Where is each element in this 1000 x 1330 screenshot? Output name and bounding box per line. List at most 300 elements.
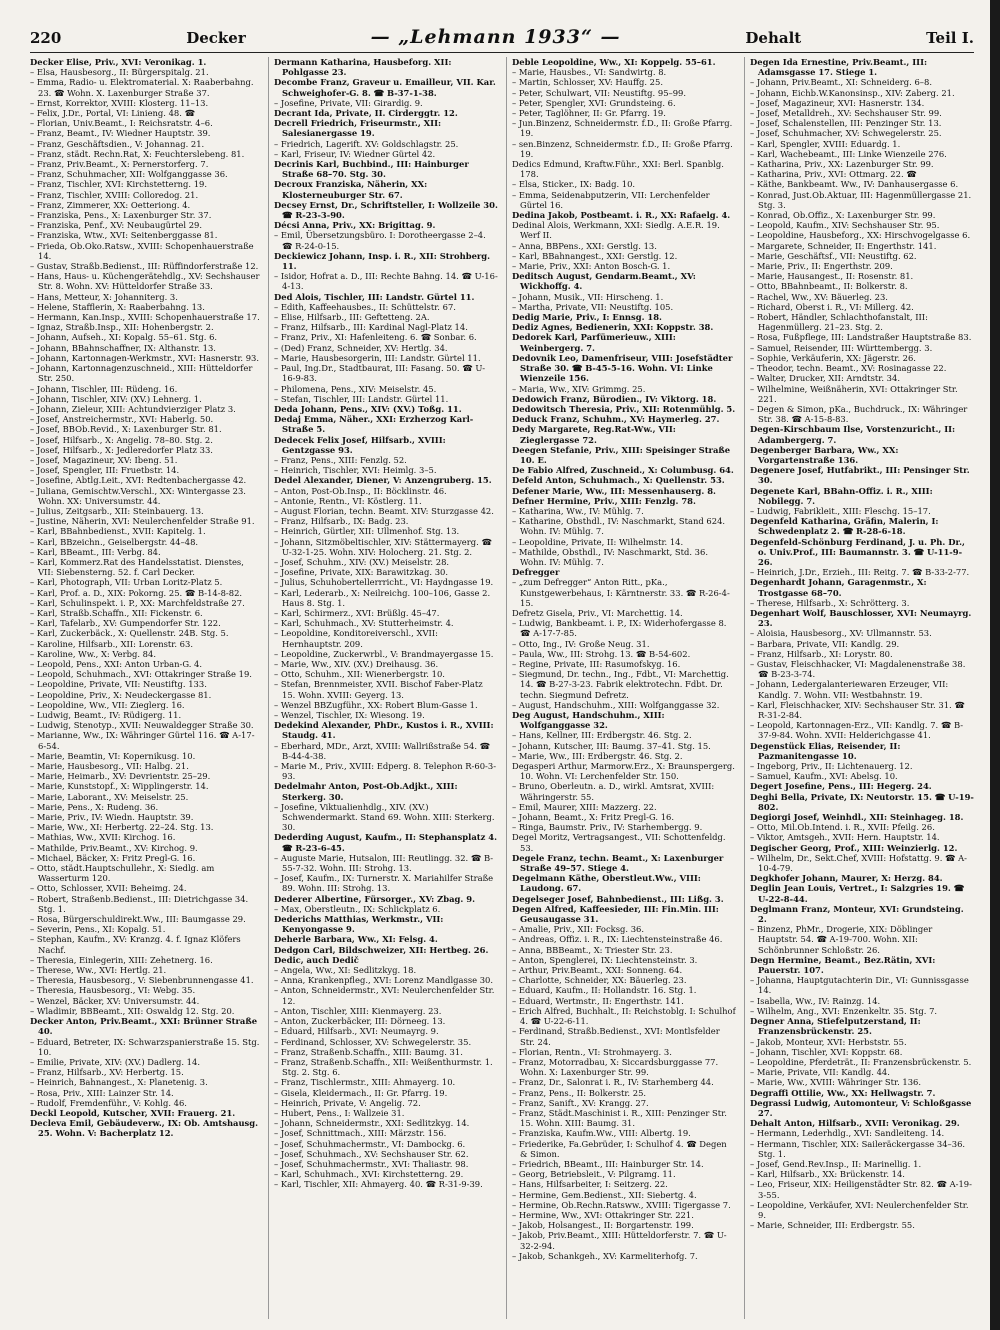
directory-entry: – Johann, BBahnschaffner, IX: Althanstr. 13. (30, 342, 216, 353)
directory-entry: – Leopold, Schuhmach., XVI: Ottakringer Straße 19. (30, 669, 252, 680)
directory-entry: – Karl, BBahnangest., XXI: Gerstlg. 12. (512, 250, 678, 261)
directory-entry: – Antonie, Rentn., VI: Köstlerg. 11. (274, 495, 422, 506)
directory-entry: – Wilhelm, Dr., Sekt.Chef, XVIII: Hofstattg. 9. ☎ A-10-4-79. (750, 852, 967, 874)
directory-entry: – Franz, Geschäftsdien., V: Johannag. 21. (30, 138, 205, 149)
directory-entry: – Heinrich, Tischler, XVI: Heimlg. 3–5. (274, 465, 437, 476)
directory-entry: – Josef, BBOb.Revid., X: Laxenburger Str. 81. (30, 424, 222, 435)
directory-entry: – Stefan, Tischler, III: Landstr. Gürtel 11. (274, 393, 449, 404)
columns (30, 57, 974, 1319)
directory-entry: – Therese, Ww., XVI: Hertlg. 21. (30, 965, 167, 976)
directory-entry: Dedina Jakob, Postbeamt. i. R., XX: Rafaelg. 4. (512, 210, 731, 221)
page-header (30, 26, 974, 50)
directory-entry: – Marie, Beamtin, VI: Kopernikusg. 10. (30, 750, 196, 761)
directory-entry: Degenhardt Johann, Garagenmstr., X: Trostgasse 68–70. (750, 577, 927, 598)
directory-entry: Deherle Barbara, Ww., XI: Felsg. 4. (274, 934, 438, 945)
directory-entry: – Johann, Tischler, XIV: (XV.) Lehnerg. 1. (30, 393, 202, 404)
directory-entry: – Hans, Haus- u. Küchengerätehdlg., XV: Sechshauser Str. 8. Wohn. XV: Hütteldorfer Straße 33. (30, 271, 260, 292)
directory-entry: – Karl, Fleischhacker, XIV: Sechshauser Str. 31. ☎ R-31-2-84. (750, 699, 965, 720)
directory-entry: Deckl Leopold, Kutscher, XVII: Frauerg. 21. (30, 1107, 236, 1118)
directory-entry: – Isidor, Hofrat a. D., III: Rechte Bahng. 14. ☎ U-16-4-13. (274, 271, 498, 292)
directory-entry: – Franz, Städt.Maschinist i. R., XIII: Penzinger Str. 15. Wohn. XIII: Baumg. 31. (512, 1107, 727, 1129)
directory-entry: – Isabella, Ww., IV: Rainzg. 14. (750, 995, 881, 1006)
directory-entry: Dedic, auch Dedič (274, 954, 359, 965)
directory-entry: – Degen & Simon, pKa., Buchdruck., IX: Währinger Str. 38. ☎ A-15-8-83. (750, 403, 968, 425)
directory-entry: – Marie, Ww., III: Erdbergstr. 46. Stg. 2. (512, 750, 683, 761)
directory-entry: – Karl, BBzeichn., Geiselbergstr. 44–48. (30, 536, 199, 547)
directory-entry: – Marie, Ww., XVIII: Währinger Str. 136. (750, 1077, 922, 1088)
directory-entry: – Karl, Prof. a. D., XIX: Pokorng. 25. ☎ B-14-8-82. (30, 587, 243, 598)
directory-entry: – Josef, Anstreichermstr., XVI: Haberlg. 50. (30, 414, 214, 425)
directory-entry: – Hermann, Tischler, XIX: Saileräckergasse 34–36. Stg. 1. (750, 1138, 966, 1159)
directory-entry: – Wilhelmine, Weißnäherin, XVI: Ottakringer Str. 221. (750, 383, 958, 404)
directory-entry: – Walter, Drucker, XII: Arndtstr. 34. (750, 373, 900, 384)
directory-entry: – Franz, Tischlermstr., XIII: Ahmayerg. 10. (274, 1077, 456, 1088)
directory-entry: – Bruno, Oberleutn. a. D., wirkl. Amtsrat, XVIII: Währingerstr. 55. (512, 781, 715, 802)
directory-entry: – Eduard, Hilfsarb., XVI: Neumayrg. 9. (274, 1026, 439, 1037)
directory-entry: – Heinrich, Gürtler, XII: Ullmenhof. Stg. 13. (274, 526, 460, 537)
directory-entry: Deglin Jean Louis, Vertret., I: Salzgries 19. ☎ U-22-8-44. (750, 883, 965, 904)
directory-entry: – Friederike, Fa.Gebrüder, I: Schulhof 4. ☎ Degen & Simon. (512, 1138, 727, 1159)
directory-entry: Defregger (512, 567, 560, 578)
directory-entry: – Hubert, Pens., I: Wallzeie 31. (274, 1107, 405, 1118)
directory-entry: – Binzenz, PhMr., Drogerie, XIX: Döblinger Hauptstr. 54. ☎ A-19-700. Wohn. XII: Schönbrunner Schloßstr. 26. (750, 924, 933, 955)
directory-entry: – Käthe, Bankbeamt. Ww., IV: Danhausergasse 6. (750, 179, 959, 190)
directory-entry: Degraffi Ottilie, Ww., XX: Hellwagstr. 7. (750, 1087, 936, 1098)
directory-entry: Degenfeld Katharina, Gräfin, Malerin, I: Schwedenplatz 2. ☎ R-28-6-18. (750, 516, 939, 537)
directory-entry: – Theresia, Hausbesorg., V: Siebenbrunnengasse 41. (30, 975, 254, 986)
directory-entry: – Angela, Ww., XI: Sedlitzkyg. 18. (274, 965, 417, 976)
directory-entry: – Wenzel, Tischler, IX: Wiesong. 19. (274, 710, 425, 720)
directory-entry: – Josef, Magazineur, XV: Ibeng. 51. (30, 454, 178, 465)
directory-entry: – Otto, Ing., IV: Große Neug. 31. (512, 638, 650, 649)
directory-entry: – Josef, Hilfsarb., X: Angelig. 78–80. Stg. 2. (30, 434, 213, 445)
directory-entry: – Hermann, Lederhdlg., XVI: Sandleiteng. 14. (750, 1128, 945, 1139)
directory-entry: – Johann, Kartonnagen-Werkmstr., XVI: Hasnerstr. 93. (30, 352, 260, 363)
directory-entry: Degen Ida Ernestine, Priv.Beamt., III: Adamsgasse 17. Stiege 1. (750, 57, 928, 78)
directory-entry: Dedig Marie, Priv., I: Ennsg. 18. (512, 312, 662, 323)
directory-entry: Dehalt Anton, Hilfsarb., XVII: Veronikag. 29. (750, 1118, 960, 1129)
directory-entry: Dedorek Karl, Parfümerieuw., XIII: Weinbergerg. 7. (512, 332, 676, 353)
directory-entry: – Gustav, Fleischhacker, VI: Magdalenenstraße 38. ☎ B-23-3-74. (750, 658, 966, 680)
directory-entry: – Leopoldine, Pferdeträt., II: Franzensbrückenstr. 5. (750, 1056, 972, 1067)
running-head-left: Decker (186, 29, 246, 47)
directory-entry: Dederichs Matthias, Werkmstr., VII: Kenyongasse 9. (274, 914, 444, 935)
directory-entry: – Josef, Schuhmach., XV: Sechshauser Str. 62. (274, 1148, 469, 1159)
directory-entry: – Leopoldine, Hausbeforg., XX: Hirschvogelgasse 6. (750, 230, 971, 241)
directory-entry: Degenstück Elias, Reisender, II: Pazmanitengasse 10. (750, 740, 901, 761)
directory-entry: Décsi Anna, Priv., XX: Brigittag. 9. (274, 220, 436, 231)
directory-entry: Dedel Alexander, Diener, V: Anzengruberg. 15. (274, 475, 492, 486)
directory-entry: – Marie, Kunststopf., X: Wipplingerstr. 14. (30, 781, 209, 792)
directory-entry: – Johanna, Hauptgutachterin Dir., VI: Gunnissgasse 14. (750, 975, 969, 996)
directory-entry: – Margarete, Schneider, II: Engerthstr. 141. (750, 240, 937, 251)
directory-entry: – Paula, Ww., III: Strohg. 13. ☎ B-54-602. (512, 648, 691, 659)
directory-entry: – Ferdinand, Straßb.Bedienst., XVI: Montlsfelder Str. 24. (512, 1026, 720, 1047)
directory-entry: – Heinrich, Private, V: Angelig. 72. (274, 1097, 421, 1108)
directory-entry: – Franz, Zimmerer, XX: Oetteriong. 4. (30, 199, 191, 210)
directory-entry: – Josefine, Viktualienhdlg., XIV. (XV.) Schwendermarkt. Stand 69. Wohn. XIII: Sterkerg. 30. (274, 801, 495, 833)
directory-entry: – Josef, Kaufm., IX: Turnerstr. X. Mariahilfer Straße 89. Wohn. III: Strohg. 13. (274, 873, 494, 894)
running-head-right: Dehalt (745, 29, 802, 47)
directory-entry: – Ferdinand, Schlosser, XV: Schwegelerstr. 35. (274, 1036, 472, 1047)
directory-entry: – Marianne, Ww., IX: Währinger Gürtel 116. ☎ A-17-6-54. (30, 730, 255, 751)
directory-entry: Degenere Josef, Hutfabrikt., III: Pensinger Str. 30. (750, 465, 970, 486)
directory-entry: – Leopoldine, Private, VII: Neustiftg. 133. (30, 679, 207, 690)
directory-entry: Deglmann Franz, Monteur, XVI: Grundsteing. 2. (750, 903, 964, 925)
directory-entry: Defretz Gisela, Priv., VI: Marchettig. 14. (512, 607, 683, 618)
directory-entry: Dedaj Emma, Näher., XXI: Erzherzog Karl-Straße 5. (274, 414, 474, 435)
directory-entry: Decleva Emil, Gebäudeverw., IX: Ob. Amtshausg. 25. Wohn. V: Bacherplatz 12. (30, 1118, 259, 1139)
directory-entry: – Emma, Seidenabputzerin, VII: Lerchenfelder Gürtel 16. (512, 189, 710, 210)
directory-entry: Degert Josefine, Pens., III: Hegerg. 24. (750, 781, 932, 792)
directory-entry: – Ringa, Baumstr. Priv., IV: Starhembergg. 9. (512, 822, 703, 833)
directory-entry: Deda Johann, Pens., XIV: (XV.) Toßg. 11. (274, 403, 462, 414)
directory-entry: – Amalie, Priv., XII: Focksg. 36. (512, 924, 645, 935)
directory-entry: – Ludwig, Stenotyp., XVII: Neuwaldegger Straße 30. (30, 720, 254, 731)
directory-entry: – Georg, Betriebsleit., V: Pilgramg. 11. (512, 1169, 676, 1180)
directory-entry: Deg August, Handschuhm., XIII: Wolfganggasse 32. (512, 710, 665, 731)
directory-entry: Degiorgi Josef, Weinhdl., XII: Steinhageg. 18. (750, 812, 964, 823)
directory-entry: – Josef, Magazineur, XVI: Hasnerstr. 134. (750, 97, 925, 108)
directory-entry: – Emil, Übersetzungsbüro. I: Dorotheergasse 2–4. ☎ R-24-0-15. (274, 230, 486, 251)
directory-entry: – Marie, Priv., II: Engerthstr. 209. (750, 261, 893, 272)
directory-entry: – Elise, Hilfsarb., III: Geftetteng. 2A. (274, 312, 430, 323)
directory-entry: – Peter, Taglöhner, II: Gr. Pfarrg. 19. (512, 108, 666, 119)
directory-entry: Decrell Friedrich, Friseurmstr., XII: Salesianergasse 19. (274, 118, 442, 139)
directory-entry: – Franz, Straßenb.Schaffn., XII: Weißenthurmstr. 1. Stg. 2. Stg. 6. (274, 1056, 493, 1078)
directory-entry: – Mathilde, Obsthdl., IV: Naschmarkt, Std. 36. Wohn. IV: Mühlg. 7. (512, 546, 708, 567)
directory-entry: – Johann, Tischler, XVI: Koppstr. 68. (750, 1046, 903, 1057)
directory-entry: – Stefan, Brennmeister, XVII. Bischof Faber-Platz 15. Wohn. XVIII: Geyerg. 13. (274, 679, 483, 700)
directory-entry: – Florian, Univ.Beamt., I: Reichsratstr. 4–6. (30, 118, 213, 129)
directory-entry: Degkhofer Johann, Maurer, X: Herzg. 84. (750, 873, 943, 884)
directory-entry: – Theresia, Einlegerin, XIII: Zehetnerg. 16. (30, 954, 213, 965)
directory-entry: – Wenzel, Bäcker, XV: Universumstr. 44. (30, 995, 200, 1006)
directory-entry: – Katharine, Obsthdl., IV: Naschmarkt, Stand 624. Wohn. IV: Mühlg. 7. (512, 516, 726, 537)
directory-entry: – Johann, Ledergalanteriewaren Erzeuger, VII: Kandlg. 7. Wohn. VII: Westbahnstr. 19. (750, 679, 949, 700)
directory-entry: Dermann Katharina, Hausbeforg. XII: Pohlgasse 23. (274, 57, 452, 78)
directory-entry: – Otto, Schlosser, XVII: Beheimg. 24. (30, 883, 187, 894)
directory-entry: – Justine, Näherin, XVI: Neulerchenfelder Straße 91. (30, 516, 255, 527)
directory-entry: – Franz, Hilfsarb., XV: Herbertg. 15. (30, 1067, 184, 1078)
directory-entry: – Josef, Schuhmachermstr., VI: Dambockg. 6. (274, 1138, 466, 1149)
directory-entry: – Franz, Hilfsarb., XI: Lorystr. 80. (750, 648, 893, 659)
directory-entry: – Ernst, Korrektor, XVIII: Klosterg. 11–13. (30, 97, 209, 108)
directory-entry: – Gisela, Kleidermach., II: Gr. Pfarrg. 19. (274, 1087, 448, 1098)
directory-entry: – Aloisia, Hausbesorg., XV: Ullmannstr. 53. (750, 628, 932, 639)
directory-entry: Dedinal Alois, Werkmann, XXI: Siedlg. A.E.R. 19. Werf II. (512, 220, 720, 241)
directory-entry: Degenberger Barbara, Ww., XX: Vorgartenstraße 136. (750, 444, 899, 465)
directory-entry: – Johann, Sitzmöbeltischler, XIV: Stättermayerg. ☎ U-32-1-25. Wohn. XIV: Holocherg. 21. Stg. 2. (274, 536, 492, 557)
directory-entry: – Katharina, Priv., XVI: Ottmarg. 22. ☎ (750, 169, 917, 180)
directory-entry: – Franz, Straßenb.Schaffn., XIII: Baumg. 31. (274, 1046, 463, 1057)
directory-entry: – Konrad, Ob.Offiz., X: Laxenburger Str. 99. (750, 210, 936, 221)
directory-entry: – Siegmund, Dr. techn., Ing., Fdbt., VI: Marchettig. 14. ☎ B-27-3-23. Fabrik elektrotechn. Fdbt. Dr. techn. Siegmund Defretz. (512, 669, 729, 700)
directory-entry: – Karl, Wachebeamt., III: Linke Wienzeile 276. (750, 148, 947, 159)
directory-entry: – Gustav, Straßb.Bedienst., III: Rüffindorferstraße 12. (30, 261, 259, 272)
directory-entry: – Erich Alfred, Buchhalt., II: Reichstoblg. I: Schulhof 4. ☎ U-22-6-11. (512, 1005, 736, 1027)
directory-entry: – Karl, Kommerz.Rat des Handelsstatist. Dienstes, VII: Siebensterng. 52. f. Carl Decker. (30, 556, 244, 578)
directory-entry: – „zum Defregger“ Anton Ritt., pKa., Kunstgewerbehaus, I: Kärntnerstr. 33. ☎ R-26-4-15. (512, 577, 730, 608)
directory-entry: – Arthur, Priv.Beamt., XXI: Sonneng. 64. (512, 965, 683, 976)
directory-entry: – Franz, Pens., II: Bolkerstr. 25. (512, 1087, 647, 1098)
directory-entry: – Eberhard, MDr., Arzt, XVIII: Wallrißstraße 54. ☎ B-44-4-38. (274, 740, 491, 761)
directory-entry: – August Florian, techn. Beamt. XIV: Sturzgasse 42. (274, 505, 494, 516)
directory-entry: – Hans, Hilfsarbeiter, I: Seitzerg. 22. (512, 1179, 668, 1190)
directory-entry: Defener Marie, Ww., III: Messenhauserg. 8. (512, 485, 716, 496)
directory-entry: – Josef, Schuhmacher, XV: Schwegelerstr. 25. (750, 128, 942, 139)
directory-entry: – Karl, Straßb.Schaffn., XII: Fickenstr. 6. (30, 607, 203, 618)
directory-entry: – Ludwig, Bankbeamt. i. P., IX: Widerhofergasse 8. ☎ A-17-7-85. (512, 618, 727, 639)
directory-entry: Decrant Ida, Private, II. Cirderggtr. 12. (274, 108, 458, 119)
directory-entry: – Eduard, Wertmstr., II: Engerthstr. 141. (512, 995, 684, 1006)
directory-entry: Dedecek Felix Josef, Hilfsarb., XVIII: Gentzgasse 93. (274, 434, 446, 455)
directory-entry: – Elsa, Sticker., IX: Badg. 10. (512, 179, 636, 190)
directory-entry: – Felix, J.Dr., Portal, VI: Linieng. 48. ☎ (30, 108, 196, 119)
directory-entry: – Karl, Tischler, XII: Ahmayerg. 40. ☎ R-31-9-39. (274, 1179, 483, 1190)
directory-entry: – Marie, Hausbesorgerin, III: Landstr. Gürtel 11. (274, 352, 481, 363)
directory-entry: – Regine, Private, III: Rasumofskyg. 16. (512, 658, 681, 669)
directory-entry: – Eduard, Kaufm., II: Hollandstr. 16. Stg. 1. (512, 985, 697, 996)
directory-entry: – Emma, Radio- u. Elektromaterial. X: Raaberbahng. 23. ☎ Wohn. X. Laxenburger Straße 37. (30, 77, 254, 98)
directory-entry: – Max, Oberstleutn., IX: Schlickplatz 6. (274, 903, 441, 914)
column-2 (268, 57, 498, 1319)
directory-entry: – Hermine, Ww., XVI: Ottakringer Str. 221. (512, 1209, 694, 1220)
directory-entry: – Marie, Ww., XI: Herbertg. 22–24. Stg. 13. (30, 822, 214, 833)
directory-entry: – Josefine, Abtlg.Leit., XVI: Redtenbachergasse 42. (30, 475, 247, 486)
directory-entry: – Viktor, Amtsgeh., XVII: Hern. Hauptstr. 14. (750, 832, 940, 843)
directory-entry: Degen Alfred, Kaffeesieder, III: Fin.Min. III: Geusaugasse 31. (512, 903, 719, 925)
directory-entry: Dedelmahr Anton, Post-Ob.Adjkt., XIII: Sterkerg. 30. (274, 781, 458, 802)
directory-entry: – Johann, Eichb.W.Kanonsinsp., XIV: Zaberg. 21. (750, 87, 955, 98)
directory-entry: – Otto, BBahnbeamt., II: Bolkerstr. 8. (750, 281, 908, 292)
directory-entry: – Anton, Zuckerbäcker, III: Dörneeg. 13. (274, 1016, 446, 1027)
directory-entry: Dedovnik Leo, Damenfriseur, VIII: Josefstädter Straße 30. ☎ B-45-5-16. Wohn. VI: Linke Wienzeile 156. (512, 352, 733, 384)
directory-entry: – Franz, Sanift., XV: Krangg. 27. (512, 1097, 649, 1108)
directory-entry: – Marie, Priv., IV: Wiedn. Hauptstr. 39. (30, 812, 194, 823)
directory-entry: Degasperi Arthur, Marmorw.Erz., X: Braunspergerg. 10. Wohn. VI: Lerchenfelder Str. 150. (512, 761, 735, 782)
directory-entry: – Marie, Priv., XXI: Anton Bosch-G. 1. (512, 261, 671, 272)
directory-entry: Degner Anna, Stiefelputzerstand, II: Franzensbrückenstr. 25. (750, 1016, 921, 1037)
directory-entry: – Marie, Ww., XIV. (XV.) Dreihausg. 36. (274, 658, 439, 669)
directory-entry: Degelmann Käthe, Oberstleut.Ww., VIII: Laudong. 67. (512, 873, 701, 894)
directory-entry: Deghi Bella, Private, IX: Neutorstr. 15. ☎ U-19-802. (750, 791, 974, 812)
directory-entry: – Josef, Schuhmachermstr., XVI: Thaliastr. 98. (274, 1158, 469, 1169)
directory-entry: – Marie, Private, VII: Kandlg. 44. (750, 1067, 890, 1078)
directory-entry: – Otto, Schuhm., XII: Wienerbergstr. 10. (274, 669, 445, 680)
directory-entry: – Auguste Marie, Hutsalon, III: Reutlingg. 32. ☎ B-55-7-32. Wohn. III: Strohg. 13. (274, 852, 494, 874)
directory-entry: – Franz, Tischler, XVI: Kirchstetterng. 19. (30, 179, 208, 190)
directory-entry: – Franz, Motorradbau, X: Siccardsburggasse 77. Wohn. X: Laxenburger Str. 99. (512, 1056, 719, 1078)
directory-entry: – Marie, Laborant., XV: Meiselstr. 25. (30, 791, 189, 802)
directory-entry: – Josef, Schnittmach., XIII: Märzstr. 156. (274, 1128, 447, 1139)
directory-entry: Decrinis Karl, Buchbind., III: Hainburger Straße 68–70. Stg. 30. (274, 159, 469, 180)
directory-entry: – Michael, Bäcker, X: Fritz Pregl-G. 16. (30, 852, 196, 863)
directory-entry: – Hermann, Kan.Insp., XVIII: Schopenhauerstraße 17. (30, 312, 260, 323)
directory-entry: – Karl, Spengler, XVIII: Eduardg. 1. (750, 138, 901, 149)
directory-entry: – Johann, Musik., VII: Hirscheng. 1. (512, 291, 664, 302)
part-label: Teil I. (926, 29, 974, 47)
directory-entry: – Rosa, Bürgerschuldirekt.Ww., III: Baumgasse 29. (30, 914, 246, 925)
directory-entry: – Franz, Priv.Beamt., X: Pernerstorferg. 7. (30, 159, 209, 170)
directory-entry: – Franz, Beamt., IV: Wiedner Hauptstr. 39. (30, 128, 211, 139)
directory-entry: – Julius, Zeitgsarb., XII: Steinbauerg. 13. (30, 505, 204, 516)
directory-entry: – (Ded) Franz, Schneider, XV: Hertlg. 34. (274, 342, 448, 353)
directory-entry: – Josef, Schalenstellen, III: Penzinger Str. 13. (750, 118, 942, 129)
directory-entry: – Rudolf, Fremdenführ., V: Kohlg. 46. (30, 1097, 187, 1108)
directory-entry: – Franz, Priv., XI: Hafenleiteng. 6. ☎ Sonbar. 6. (274, 332, 477, 343)
directory-entry: – Samuel, Kaufm., XVI: Abelsg. 10. (750, 771, 898, 782)
directory-entry: – Karl, Schuhmach., XV: Stutterheimstr. 4. (274, 618, 454, 629)
directory-entry: – Franz, Dr., Salonrat i. R., IV: Starhemberg 44. (512, 1077, 714, 1088)
directory-entry: – Katharina, Ww., IV: Mühlg. 7. (512, 505, 644, 516)
directory-entry: – Wenzel BBZugführ., XX: Robert Blum-Gasse 1. (274, 699, 478, 710)
directory-entry: – Josef, Schuhm., XIV: (XV.) Meiselstr. 28. (274, 556, 450, 567)
directory-entry: – Leopoldine, Priv., X: Neudeckergasse 81. (30, 689, 212, 700)
directory-entry: Deckiewicz Johann, Insp. i. R., XII: Strohberg. 11. (274, 250, 491, 272)
directory-entry: – Franz, städt. Rechn.Rat, X: Feuchterslebeng. 81. (30, 148, 245, 159)
directory-entry: Degn Hermine, Beamt., Bez.Rätin, XVI: Pauerstr. 107. (750, 954, 936, 976)
directory-entry: Degelseger Josef, Bahnbedienst., III: Lißg. 3. (512, 893, 724, 904)
directory-entry: – Marie M., Priv., XVIII: Edperg. 8. Telephon R-60-3-93. (274, 761, 497, 782)
directory-entry: – Karl, BBeamt., III: Verbg. 84. (30, 546, 161, 557)
directory-entry: – Josef, Spengler, III: Fruetbstr. 14. (30, 465, 180, 476)
directory-entry: – Severin, Pens., XI: Kopalg. 51. (30, 924, 166, 935)
directory-entry: – Josef, Metalldreh., XV: Sechshauser Str. 99. (750, 108, 942, 119)
directory-entry: – Theodor, techn. Beamt., XV: Rosinagasse 22. (750, 363, 947, 374)
directory-entry: Degele Franz, techn. Beamt., X: Laxenburger Straße 49–57. Stiege 4. (512, 852, 724, 874)
directory-entry: Dedgon Carl, Bildschweizer, XII: Hertbeg. 26. (274, 944, 489, 955)
directory-entry: Dedowich Franz, Bürodien., IV: Viktorg. 18. (512, 393, 717, 404)
directory-entry: – Edith, Kaffeehausbes., II: Schüttelstr. 67. (274, 301, 456, 312)
directory-entry: – Franz, Hilfsarb., III: Kardinal Nagl-Platz 14. (274, 322, 468, 333)
directory-entry: Dedowitsch Theresia, Priv., XII: Rotenmühlg. 5. (512, 403, 736, 414)
directory-entry: – Robert, Händler, Schlachthofanstalt, III: Hagenmüllerg. 21–23. Stg. 2. (750, 312, 928, 333)
directory-entry: – Heinrich, Bahnangest., X: Planetenig. 3. (30, 1077, 208, 1088)
directory-entry: – Ludwig, Fabrikleit., XIII: Fleschg. 15–17. (750, 505, 931, 516)
directory-entry: – Andreas, Offiz. i. R., IX: Liechtensteinstraße 46. (512, 934, 723, 945)
directory-entry: – Franz, Schuhmacher, XII: Wolfganggasse 36. (30, 169, 228, 180)
directory-entry: Dedy Margarete, Reg.Rat-Ww., VII: Zieglergasse 72. (512, 424, 676, 445)
directory-entry: – Josefine, Private, VII: Girardig. 9. (274, 97, 423, 108)
directory-entry: – Paul, Ing.Dr., Stadtbaurat, III: Fasang. 50. ☎ U-16-9-83. (274, 363, 486, 384)
directory-entry: Decroux Franziska, Näherin, XX: Klosterneuburger Str. 67. (274, 179, 428, 200)
directory-entry: – Johann, Kartonnagenzuschneid., XIII: Hütteldorfer Str. 250. (30, 363, 253, 384)
directory-entry: Dederer Albertine, Fürsorger., XV: Zbag. 9. (274, 893, 475, 904)
directory-entry: Degenhart Wolf, Bauschlosser, XVI: Neumayrg. 23. (750, 607, 972, 629)
directory-entry: – Leopoldine, Zuckerwrbl., V: Brandmayergasse 15. (274, 648, 494, 659)
directory-entry: Deduck Franz, Schuhm., XV: Haymerleg. 27. (512, 414, 720, 425)
directory-entry: – Karl, Photograph, VII: Urban Loritz-Platz 5. (30, 577, 223, 588)
directory-entry: Defeld Anton, Schuhmach., X: Quellenstr. 53. (512, 475, 725, 486)
directory-entry: – Johann, Tischler, III: Rüdeng. 16. (30, 383, 178, 394)
directory-entry: Decker Anton, Priv.Beamt., XXI: Brünner Straße 40. (30, 1016, 258, 1037)
directory-entry: – Anna, Krankenpfleg., XVI: Lorenz Mandlgasse 30. (274, 975, 494, 986)
directory-entry: – Frieda, Ob.Oko.Ratsw., XVIII: Schopenhauerstraße 14. (30, 240, 254, 261)
directory-entry: – Sophie, Verkäuferin, XX: Jägerstr. 26. (750, 352, 916, 363)
directory-entry: – Johann, Kutscher, III: Baumg. 37–41. Stg. 15. (512, 740, 711, 751)
directory-entry: – Samuel, Reisender, III: Württembergg. 3. (750, 342, 933, 353)
directory-entry: – Konrad, Just.Ob.Aktuar, III: Hagenmüllergasse 21. Stg. 3. (750, 189, 972, 210)
directory-entry: – Franz, Tischler, XVIII: Colloredog. 21. (30, 189, 199, 200)
directory-entry: – Leopoldine, Konditoreiverschl., XVII: Hernhauptstr. 209. (274, 628, 438, 649)
directory-entry: Ded Alois, Tischler, III: Landstr. Gürtel 11. (274, 291, 475, 302)
directory-entry: – Hermine, Gem.Bedienst., XII: Siebertg. 4. (512, 1189, 697, 1200)
directory-entry: – Julius, Schuhobertellerrricht., VI: Haydngasse 19. (274, 577, 494, 588)
directory-entry: – Hans, Metteur, X: Johanniterg. 3. (30, 291, 178, 302)
directory-entry: Decombe Franz, Graveur u. Emailleur, VII. Kar. Schweighofer-G. 8. ☎ B-37-1-38. (274, 77, 496, 98)
directory-entry: – Leopold, Kaufm., XIV: Sechshauser Str. 95. (750, 220, 940, 231)
directory-entry: – Karl, Zuckerbäck., X: Quellenstr. 24B. Stg. 5. (30, 628, 229, 639)
publication-title: — „Lehmann 1933“ — (370, 26, 621, 48)
column-1 (30, 57, 260, 1319)
directory-entry: – Mathias, Ww., XVII: Kirchog. 16. (30, 832, 176, 843)
directory-entry: – Anton, Post-Ob.Insp., II: Böcklinstr. 46. (274, 485, 447, 496)
directory-entry: – Marie, Geschäftsf., VII: Neustiftg. 62. (750, 250, 917, 261)
directory-entry: – Friedrich, Lagerift. XV: Goldschlagstr. 25. (274, 138, 459, 149)
directory-entry: – Ingeborg, Priv., II: Lichtenauerg. 12. (750, 761, 913, 772)
directory-entry: – Jakob, Holsangest., II: Borgartenstr. 199. (512, 1220, 694, 1231)
directory-entry: – Franz, Hilfsarb., IX: Badg. 23. (274, 516, 409, 527)
directory-entry: – Wladimir, BBBeamt., XII: Oswaldg 12. Stg. 20. (30, 1005, 235, 1016)
directory-entry: – Jakob, Priv.Beamt., XIII: Hütteldorferstr. 7. ☎ U-32-2-94. (512, 1230, 727, 1251)
directory-entry: – Karl, Schuhmach., XVI: Kirchstetterng. 29. (274, 1169, 464, 1180)
directory-entry: – Marie, Hausbes., VI: Sandwirtg. 8. (512, 67, 667, 78)
directory-entry: Degenete Karl, BBahn-Offiz. i. R., XIII: Nobilegg. 7. (750, 485, 933, 506)
directory-entry: – Otto, Mil.Ob.Intend. i. R., XVII: Pfeilg. 26. (750, 822, 935, 833)
directory-entry: – Rosa, Priv., XIII: Lainzer Str. 14. (30, 1087, 174, 1098)
directory-entry: – Robert, Straßenb.Bedienst., III: Dietrichgasse 34. Stg. 1. (30, 893, 249, 914)
directory-entry: – Mathilde, Priv.Beamt., XV: Kirchog. 9. (30, 842, 198, 853)
directory-entry: – Johann, Beamt., X: Fritz Pregl-G. 16. (512, 812, 675, 823)
directory-entry: – Leo, Friseur, XIX: Heiligenstädter Str. 82. ☎ A-19-3-55. (750, 1179, 972, 1200)
directory-entry: – Josefine, Private, XIX: Barawitzkag. 30. (274, 567, 449, 578)
directory-entry: – sen.Binzenz, Schneidermstr. f.D., II: Große Pfarrg. 19. (512, 138, 733, 159)
directory-entry: – Marie, Hausbesorg., VII: Halbg. 21. (30, 761, 189, 772)
directory-entry: – Barbara, Private, VII: Kandlg. 29. (750, 638, 900, 649)
directory-entry: – Anna, BBBeamt., X: Triester Str. 23. (512, 944, 673, 955)
directory-entry: – Johann, Aufseh., XI: Kopalg. 55–61. Stg. 6. (30, 332, 218, 343)
directory-entry: – Johann, Priv.Beamt., XI: Schneiderg. 6–8. (750, 77, 932, 88)
directory-entry: – Wilhelm, Ang., XVI: Enzenkeltr. 35. Stg. 7. (750, 1005, 938, 1016)
directory-entry: – Johann, Schneidermstr., XXI: Sedlitzkyg. 14. (274, 1118, 470, 1129)
directory-entry: – Franz, Pens., XIII: Fenzlg. 52. (274, 454, 407, 465)
directory-entry: – Martin, Schlosser, XV: Hauffg. 25. (512, 77, 663, 88)
directory-entry: – Ignaz, Straßb.Insp., XII: Hohenbergstr. 2. (30, 322, 214, 333)
directory-entry: Degen-Kirschbaum Ilse, Vorstenzuricht., II: Adambergerg. 7. (750, 424, 956, 445)
directory-entry: – Jakob, Monteur, XVI: Herbststr. 55. (750, 1036, 907, 1047)
directory-entry: – Karoline, Ww., X: Verbg. 84. (30, 648, 156, 659)
directory-entry: – Jun.Binzenz, Schneidermstr. f.D., II: Große Pfarrg. 19. (512, 118, 733, 139)
directory-entry: – Katharina, Priv., XX: Lazenburger Str. 99. (750, 159, 934, 170)
directory-entry: – Leopoldine, Ww., VII: Zieglerg. 16. (30, 699, 185, 710)
directory-entry: Defner Hermine, Priv., XIII: Fenzlg. 78. (512, 495, 696, 506)
directory-entry: – Emil, Maurer, XIII: Mazzerg. 22. (512, 801, 657, 812)
directory-entry: – Juliana, Gemischtw.Verschl., XX: Wintergasse 23. Wohn. XX: Universumstr. 44. (30, 485, 246, 506)
directory-entry: – Heinrich, J.Dr., Erzieh., III: Reitg. 7. ☎ B-33-2-77. (750, 567, 970, 578)
directory-entry: – Marie, Schneider, III: Erdbergstr. 55. (750, 1220, 915, 1231)
page-number: 220 (30, 29, 62, 47)
directory-entry: – Leopoldine, Verkäufer, XVI: Neulerchenfelder Str. 9. (750, 1199, 969, 1220)
directory-entry: Degenfeld-Schönburg Ferdinand, J. u. Ph. Dr., o. Univ.Prof., III: Baumannstr. 3. ☎ U-11-9-26. (750, 536, 965, 567)
directory-entry: – Karl, Lederarb., X: Neilreichg. 100–106, Gasse 2. Haus 8. Stg. 1. (274, 587, 491, 608)
directory-entry: – Franziska, Penf., XV: Neubaugürtel 29. (30, 220, 203, 231)
header-rule (30, 52, 974, 53)
directory-entry: – Florian, Rentn., VI: Strohmayerg. 3. (512, 1046, 672, 1057)
directory-entry: – Marie, Heimarb., XV: Devrientstr. 25–29. (30, 771, 211, 782)
directory-entry: – Anton, Spenglerei, IX: Liechtensteinstr. 3. (512, 954, 698, 965)
directory-entry: – Karl, Schulinspekt. i. P., XX: Marchfeldstraße 27. (30, 597, 245, 608)
